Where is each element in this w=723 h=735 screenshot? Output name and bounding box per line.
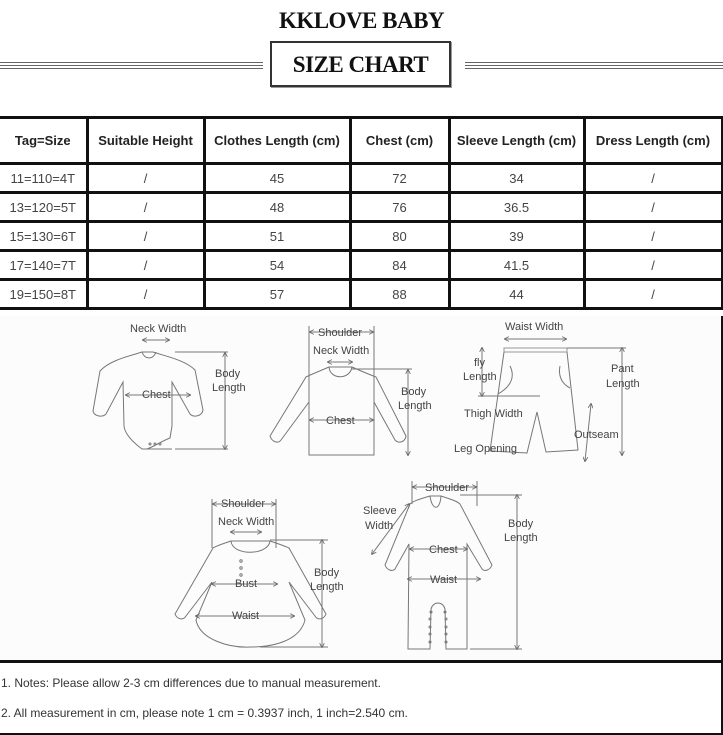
- label-waist-width: Waist Width: [505, 321, 564, 333]
- table-row: [0, 193, 722, 222]
- cell-chest: 72: [350, 164, 449, 193]
- label-length: Length: [398, 400, 432, 412]
- cell-clothes-length: 51: [204, 222, 350, 251]
- table-row: [0, 222, 722, 251]
- label-length: Length: [504, 532, 538, 544]
- cell-sleeve-length: 34: [449, 164, 584, 193]
- decorative-rule-left: [0, 62, 263, 69]
- label-leg-opening: Leg Opening: [454, 443, 517, 455]
- cell-chest: 84: [350, 251, 449, 280]
- header: [0, 0, 723, 117]
- label-waist: Waist: [232, 610, 260, 622]
- label-body: Body: [215, 368, 241, 380]
- table-row: [0, 164, 722, 193]
- label-sleeve: Sleeve: [363, 505, 397, 517]
- label-shoulder: Shoulder: [221, 498, 266, 510]
- label-outseam: Outseam: [574, 429, 619, 441]
- table-header-row: [0, 118, 722, 164]
- column-header-sleeve-length: Sleeve Length (cm): [449, 118, 584, 164]
- cell-tag-size: 19=150=8T: [0, 280, 87, 309]
- label-fly-length: Length: [463, 371, 497, 383]
- column-header-clothes-length: Clothes Length (cm): [204, 118, 350, 164]
- table-row: [0, 280, 722, 309]
- label-pant-length: Length: [606, 378, 640, 390]
- cell-dress-length: /: [584, 251, 722, 280]
- cell-tag-size: 13=120=5T: [0, 193, 87, 222]
- cell-dress-length: /: [584, 164, 722, 193]
- label-bust: Bust: [235, 578, 258, 590]
- column-header-tag-size: Tag=Size: [0, 118, 87, 164]
- cell-sleeve-length: 36.5: [449, 193, 584, 222]
- label-pant: Pant: [611, 363, 634, 375]
- page-title: SIZE CHART: [270, 41, 451, 87]
- table-row: [0, 251, 722, 280]
- label-length: Length: [310, 581, 344, 593]
- note-2: 2. All measurement in cm, please note 1 cm = 0.3937 inch, 1 inch=2.540 cm.: [1, 706, 408, 720]
- label-neck-width: Neck Width: [130, 323, 187, 335]
- cell-chest: 88: [350, 280, 449, 309]
- cell-suitable-height: /: [87, 164, 204, 193]
- cell-dress-length: /: [584, 280, 722, 309]
- cell-suitable-height: /: [87, 251, 204, 280]
- label-shoulder: Shoulder: [318, 327, 363, 339]
- label-body: Body: [508, 518, 534, 530]
- brand-name: KKLOVE BABY: [278, 8, 445, 33]
- cell-clothes-length: 48: [204, 193, 350, 222]
- label-length: Length: [212, 382, 246, 394]
- cell-sleeve-length: 44: [449, 280, 584, 309]
- cell-sleeve-length: 41.5: [449, 251, 584, 280]
- notes-section: [0, 663, 723, 735]
- cell-suitable-height: /: [87, 222, 204, 251]
- cell-dress-length: /: [584, 193, 722, 222]
- cell-chest: 80: [350, 222, 449, 251]
- cell-sleeve-length: 39: [449, 222, 584, 251]
- column-header-dress-length: Dress Length (cm): [584, 118, 722, 164]
- cell-clothes-length: 57: [204, 280, 350, 309]
- cell-suitable-height: /: [87, 193, 204, 222]
- label-waist: Waist: [430, 574, 458, 586]
- label-chest: Chest: [142, 389, 171, 401]
- note-1: 1. Notes: Please allow 2-3 cm differences due to manual measurement.: [1, 676, 381, 690]
- cell-dress-length: /: [584, 222, 722, 251]
- size-table: [0, 116, 723, 310]
- cell-tag-size: 11=110=4T: [0, 164, 87, 193]
- column-header-suitable-height: Suitable Height: [87, 118, 204, 164]
- label-chest: Chest: [429, 544, 458, 556]
- cell-chest: 76: [350, 193, 449, 222]
- label-fly: fly: [474, 357, 485, 369]
- cell-clothes-length: 45: [204, 164, 350, 193]
- label-chest: Chest: [326, 415, 355, 427]
- cell-tag-size: 15=130=6T: [0, 222, 87, 251]
- label-body: Body: [401, 386, 427, 398]
- cell-suitable-height: /: [87, 280, 204, 309]
- label-neck-width: Neck Width: [313, 345, 370, 357]
- decorative-rule-right: [465, 62, 723, 69]
- label-sleeve-width: Width: [365, 520, 394, 532]
- label-body: Body: [314, 567, 340, 579]
- cell-clothes-length: 54: [204, 251, 350, 280]
- cell-tag-size: 17=140=7T: [0, 251, 87, 280]
- label-neck-width: Neck Width: [218, 516, 275, 528]
- column-header-chest: Chest (cm): [350, 118, 449, 164]
- label-thigh-width: Thigh Width: [464, 408, 523, 420]
- label-shoulder: Shoulder: [425, 482, 470, 494]
- measurement-diagrams: [0, 316, 723, 663]
